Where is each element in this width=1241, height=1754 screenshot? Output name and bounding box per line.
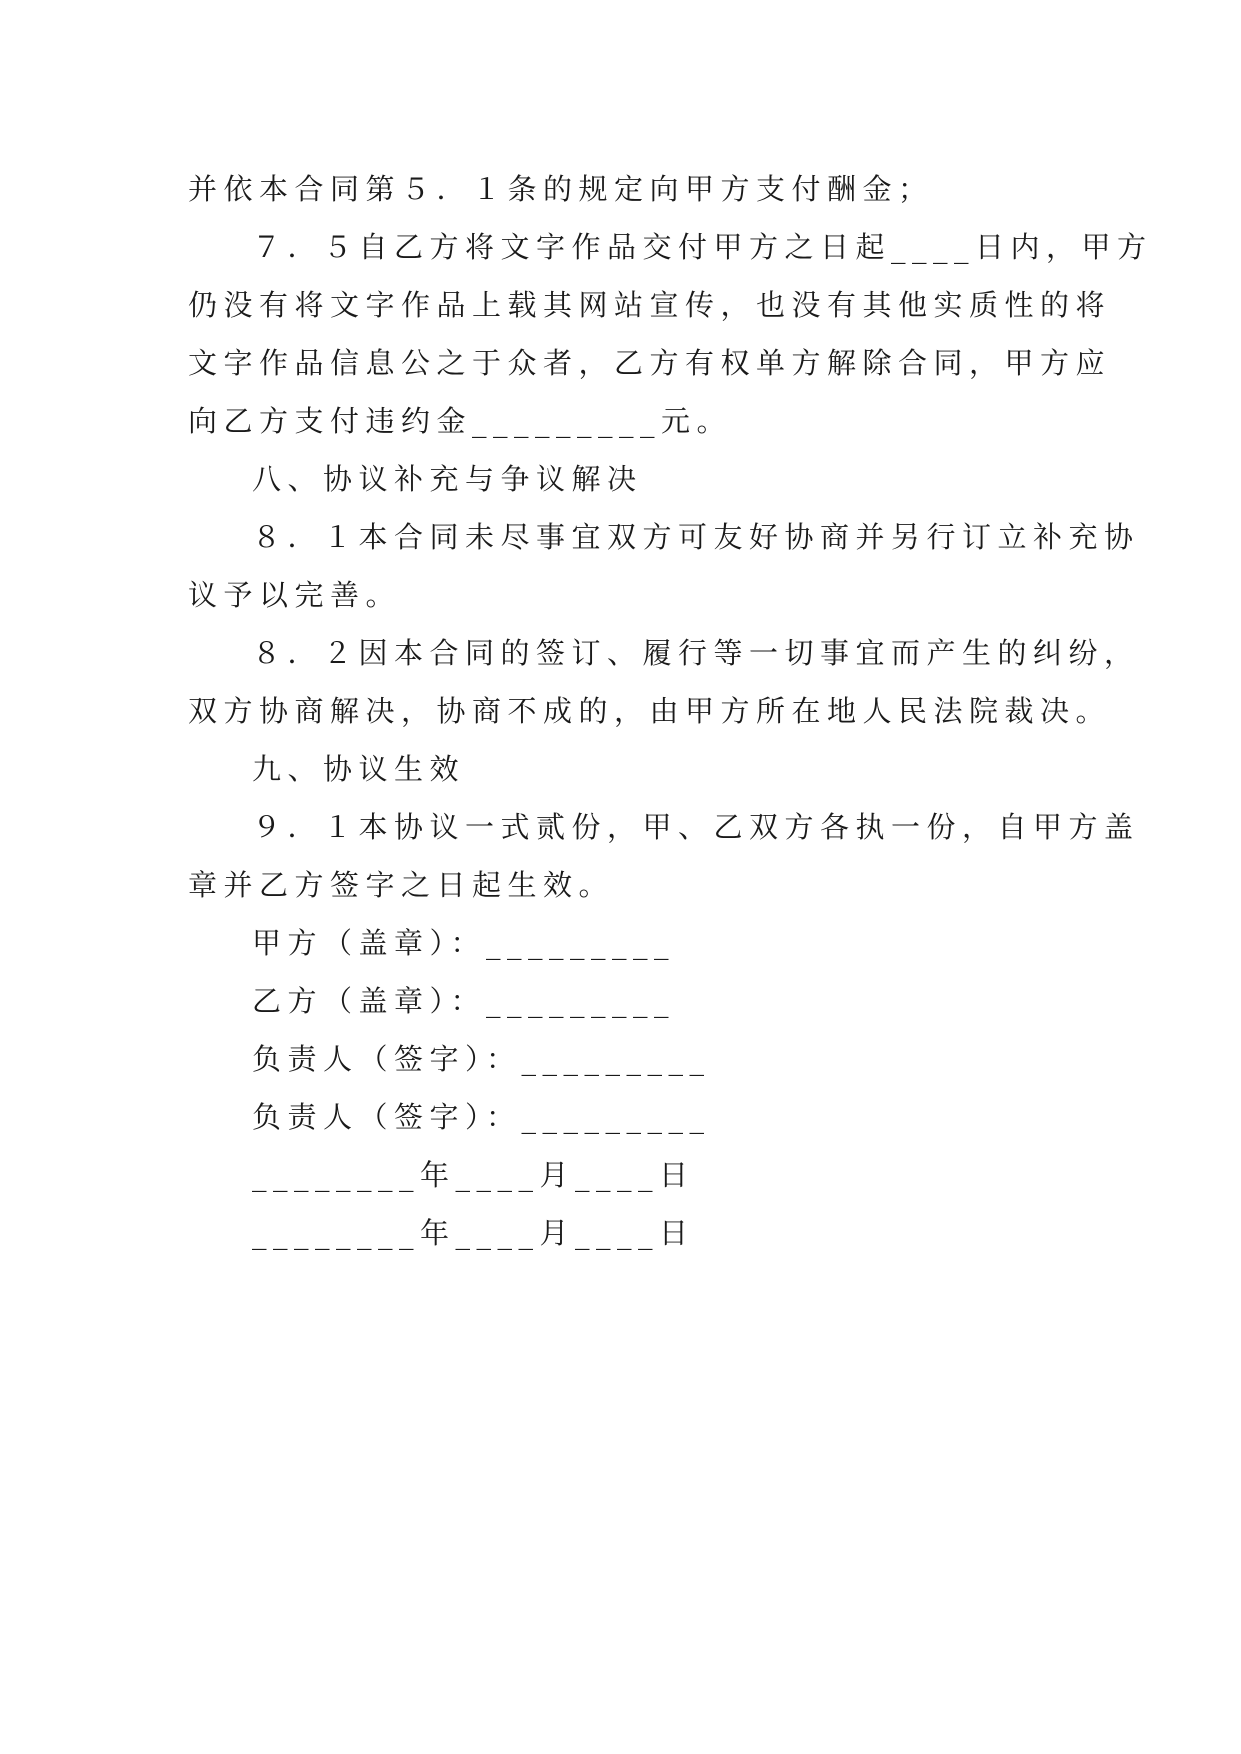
responsible-person-signature-field: 负责人（签字）：_________ [252,1100,711,1134]
clause-7-5-line: ７．５自乙方将文字作品交付甲方之日起____日内，甲方 [252,230,1153,264]
paragraph-line: 并依本合同第５．１条的规定向甲方支付酬金； [188,172,934,206]
responsible-person-signature-field: 负责人（签字）：_________ [252,1042,711,1076]
paragraph-line: 章并乙方签字之日起生效。 [188,868,615,902]
party-b-seal-field: 乙方（盖章）：_________ [252,984,676,1018]
section-heading-8: 八、协议补充与争议解决 [252,462,643,496]
date-field: ________年____月____日 [252,1158,695,1192]
document-body [188,160,1153,1262]
party-a-seal-field: 甲方（盖章）：_________ [252,926,676,960]
clause-9-1-line: ９．１本协议一式贰份，甲、乙双方各执一份，自甲方盖 [252,810,1140,844]
clause-8-2-line: ８．２因本合同的签订、履行等一切事宜而产生的纠纷， [252,636,1140,670]
paragraph-line: 文字作品信息公之于众者，乙方有权单方解除合同，甲方应 [188,346,1112,380]
paragraph-line: 议予以完善。 [188,578,402,612]
paragraph-line: 仍没有将文字作品上载其网站宣传，也没有其他实质性的将 [188,288,1112,322]
section-heading-9: 九、协议生效 [252,752,466,786]
paragraph-line: 双方协商解决，协商不成的，由甲方所在地人民法院裁决。 [188,694,1112,728]
paragraph-line: 向乙方支付违约金_________元。 [188,404,733,438]
date-field: ________年____月____日 [252,1216,695,1250]
clause-8-1-line: ８．１本合同未尽事宜双方可友好协商并另行订立补充协 [252,520,1140,554]
